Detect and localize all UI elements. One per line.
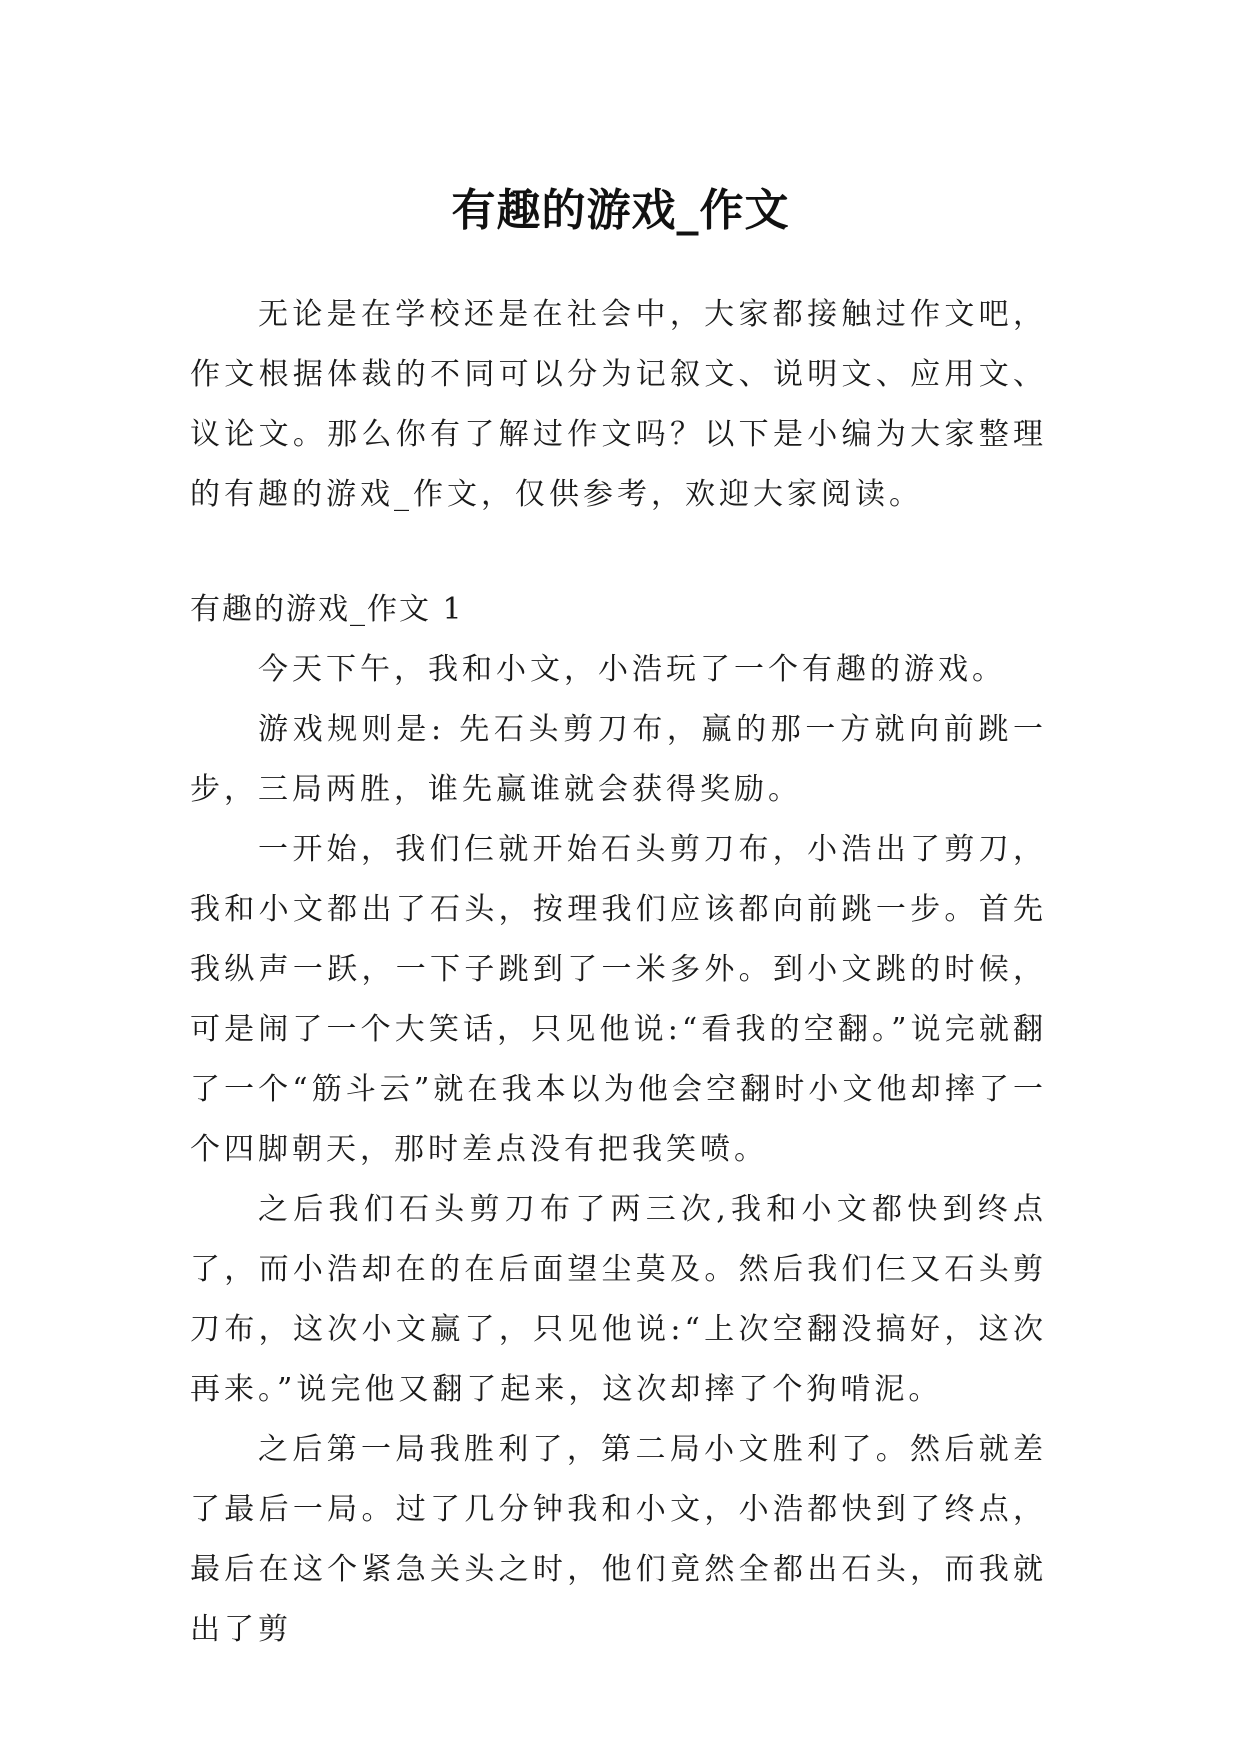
essay-paragraph: 之后第一局我胜利了，第二局小文胜利了。然后就差了最后一局。过了几分钟我和小文，小浩都快到了终点，最后在这个紧急关头之时，他们竟然全都出石头，而我就出了剪	[190, 1432, 1047, 1647]
essay-paragraph: 之后我们石头剪刀布了两三次,我和小文都快到终点了，而小浩却在的在后面望尘莫及。然后我们仨又石头剪刀布，这次小文赢了，只见他说:“上次空翻没搞好，这次再来。”说完他又翻了起来，这次却摔了个狗啃泥。	[190, 1192, 1047, 1407]
intro-section	[190, 285, 1047, 525]
essay-paragraph: 一开始，我们仨就开始石头剪刀布，小浩出了剪刀，我和小文都出了石头，按理我们应该都向前跳一步。首先我纵声一跃，一下子跳到了一米多外。到小文跳的时候，可是闹了一个大笑话，只见他说:“看我的空翻。”说完就翻了一个“筋斗云”就在我本以为他会空翻时小文他却摔了一个四脚朝天，那时差点没有把我笑喷。	[190, 832, 1047, 1167]
essay-section	[190, 580, 1047, 1660]
section-heading: 有趣的游戏_作文 1	[190, 592, 464, 627]
essay-paragraph: 今天下午，我和小文，小浩玩了一个有趣的游戏。	[258, 652, 1006, 687]
essay-paragraph: 游戏规则是: 先石头剪刀布，赢的那一方就向前跳一步，三局两胜，谁先赢谁就会获得奖励。	[190, 712, 1047, 807]
document-title: 有趣的游戏_作文	[451, 185, 790, 237]
intro-paragraph: 无论是在学校还是在社会中，大家都接触过作文吧，作文根据体裁的不同可以分为记叙文、说明文、应用文、议论文。那么你有了解过作文吗？以下是小编为大家整理的有趣的游戏_作文，仅供参考，欢迎大家阅读。	[190, 297, 1047, 512]
